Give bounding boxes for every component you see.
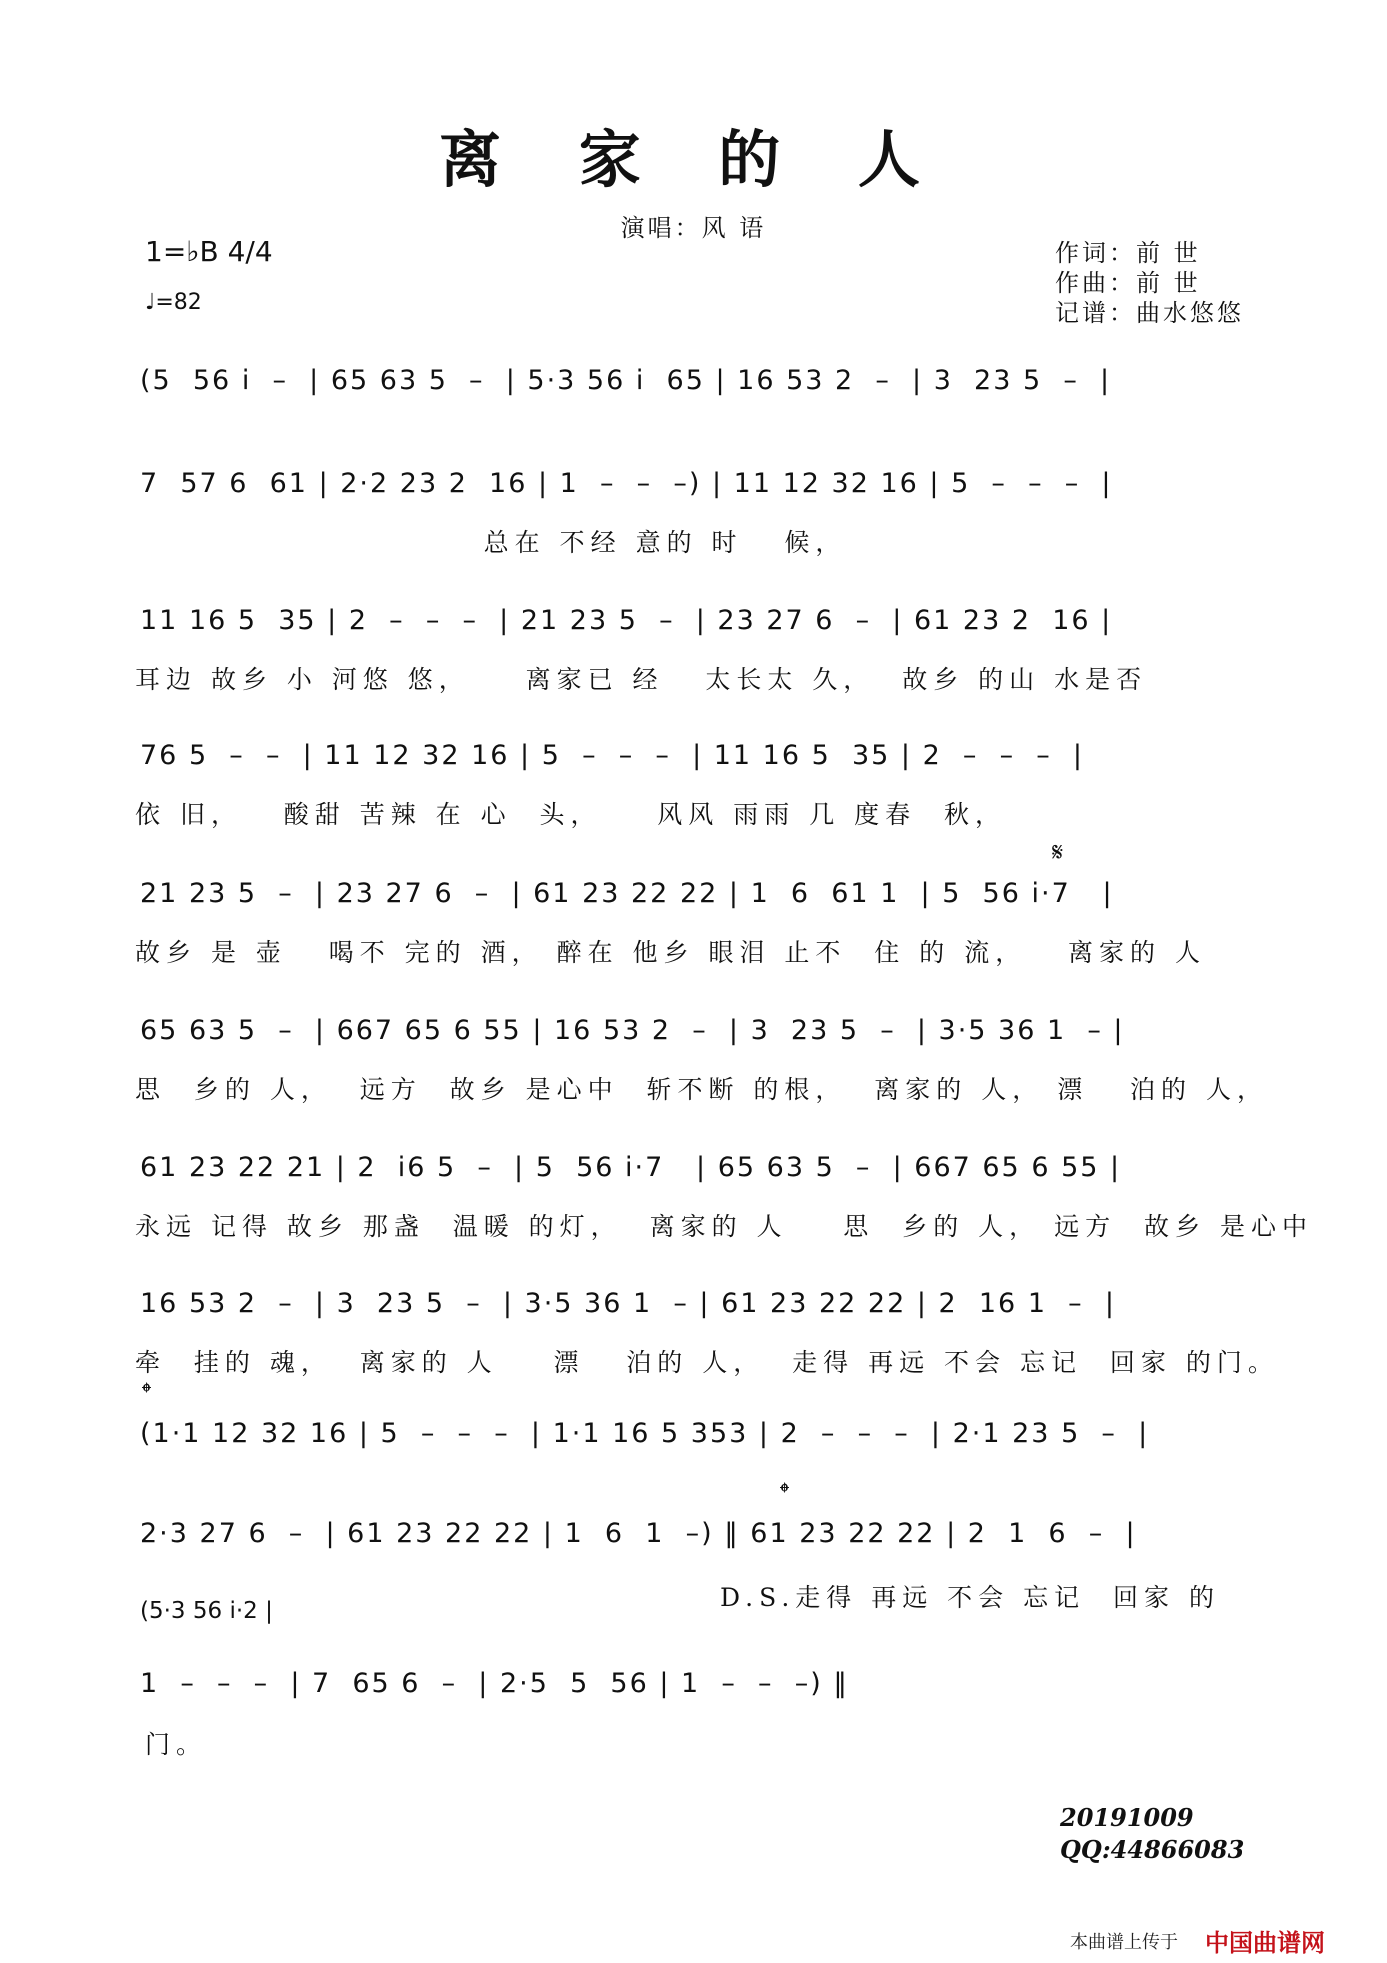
ds-lyrics: D.S.走得 再远 不会 忘记 回家 的 (720, 1583, 1220, 1612)
score-line-6-lyrics: 思 乡的 人， 远方 故乡 是心中 斩不断 的根， 离家的 人， 漂 泊的 人， (135, 1075, 1268, 1104)
segno-sign: 𝄋 (1052, 838, 1064, 868)
score-line-1-notes: (5 56 i – | 65 63 5 – | 5·3 56 i 65 | 16 53 2 – | 3 23 5 – | (140, 365, 1112, 396)
score-line-8-lyrics: 牵 挂的 魂， 离家的 人 漂 泊的 人， 走得 再远 不会 忘记 回家 的门。 (135, 1348, 1279, 1377)
score-line-4-lyrics: 依 旧， 酸甜 苦辣 在 心 头， 风风 雨雨 几 度春 秋， (135, 800, 1007, 829)
score-line-4-notes: 76 5 – – | 11 12 32 16 | 5 – – – | 11 16 5 35 | 2 – – – | (140, 740, 1085, 771)
score-line-7-notes: 61 23 22 21 | 2 i6 5 – | 5 56 i·7 | 65 63 5 – | 667 65 6 55 | (140, 1152, 1122, 1183)
score-line-5-lyrics: 故乡 是 壶 喝不 完的 酒， 醉在 他乡 眼泪 止不 住 的 流， 离家的 人 (135, 938, 1206, 967)
credits-block (1055, 238, 1244, 328)
coda-sign-1: 𝄌 (142, 1378, 151, 1408)
score-line-12-lyrics: 门。 (145, 1730, 208, 1759)
transcriber-credit: 记谱：曲水悠悠 (1055, 299, 1244, 327)
score-line-12-notes: 1 – – – | 7 65 6 – | 2·5 5 56 | 1 – – –) ‖ (140, 1668, 849, 1699)
singer-credit: 演唱：风 语 (620, 214, 767, 242)
score-line-2-lyrics: 总在 不经 意的 时 候， (135, 528, 847, 557)
coda-sign-2: 𝄌 (780, 1478, 789, 1508)
key-signature: 1=♭B 4/4 (145, 235, 273, 268)
transcription-date: 20191009 (1060, 1803, 1194, 1832)
tempo-mark: ♩=82 (145, 290, 202, 315)
lyricist-credit: 作词：前 世 (1055, 239, 1201, 267)
score-line-8-notes: 16 53 2 – | 3 23 5 – | 3·5 36 1 – | 61 23 22 22 | 2 16 1 – | (140, 1288, 1116, 1319)
contact-qq: QQ:44866083 (1060, 1835, 1245, 1864)
score-line-3-notes: 11 16 5 35 | 2 – – – | 21 23 5 – | 23 27 6 – | 61 23 2 16 | (140, 605, 1113, 636)
score-line-7-lyrics: 永远 记得 故乡 那盏 温暖 的灯， 离家的 人 思 乡的 人， 远方 故乡 是心中 (135, 1212, 1313, 1241)
score-line-5-notes: 21 23 5 – | 23 27 6 – | 61 23 22 22 | 1 6 61 1 | 5 56 i·7 | (140, 878, 1114, 909)
score-line-10-notes: 2·3 27 6 – | 61 23 22 22 | 1 6 1 –) ‖ 61 23 22 22 | 2 1 6 – | (140, 1518, 1137, 1549)
score-line-6-notes: 65 63 5 – | 667 65 6 55 | 16 53 2 – | 3 23 5 – | 3·5 36 1 – | (140, 1015, 1125, 1046)
score-line-11-notes: (5·3 56 i·2 | (140, 1598, 273, 1624)
score-line-3-lyrics: 耳边 故乡 小 河悠 悠， 离家已 经 太长太 久， 故乡 的山 水是否 (135, 665, 1148, 694)
composer-credit: 作曲：前 世 (1055, 269, 1201, 297)
score-line-2-notes: 7 57 6 61 | 2·2 23 2 16 | 1 – – –) | 11 12 32 16 | 5 – – – | (140, 468, 1113, 499)
site-logo[interactable]: 中国曲谱网 (1205, 1929, 1325, 1957)
page-title: 离 家 的 人 (439, 123, 948, 196)
score-line-9-notes: (1·1 12 32 16 | 5 – – – | 1·1 16 5 353 | 2 – – – | 2·1 23 5 – | (140, 1418, 1150, 1449)
upload-note: 本曲谱上传于 (1070, 1932, 1178, 1953)
